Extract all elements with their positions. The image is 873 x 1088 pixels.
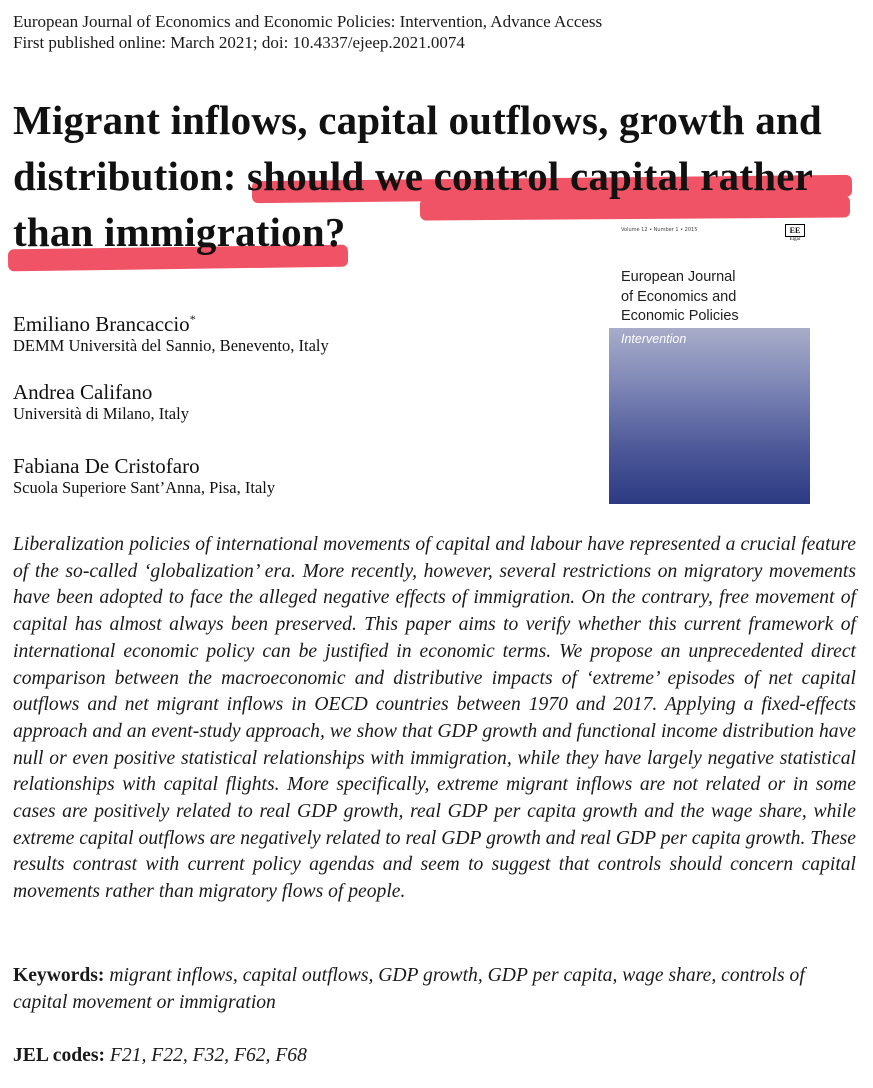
- jel-codes-list: F21, F22, F32, F62, F68: [109, 1045, 307, 1066]
- publisher-name: Elgar: [789, 237, 801, 242]
- journal-name-line: European Journal of Economics and Economic Policies: Intervention, Advance Access: [13, 12, 603, 31]
- author-block: [13, 454, 275, 498]
- cover-header-strip: [615, 222, 811, 246]
- author-affiliation: DEMM Università del Sannio, Benevento, Italy: [13, 336, 329, 355]
- jel-codes-label: JEL codes:: [13, 1045, 105, 1066]
- cover-subtitle: Intervention: [621, 332, 687, 346]
- author-name: Andrea Califano: [13, 380, 153, 404]
- keywords-label: Keywords:: [13, 965, 105, 986]
- author-block: [13, 380, 189, 424]
- cover-title-line: European Journal: [621, 269, 736, 285]
- cover-volume-line: Volume 12 • Number 1 • 2015: [621, 227, 698, 233]
- keywords-list: migrant inflows, capital outflows, GDP growth, GDP per capita, wage share, controls of capital movement or immigration: [13, 965, 805, 1013]
- jel-codes-section: [13, 1043, 858, 1070]
- author-block: [13, 307, 329, 356]
- publisher-logo-mark: EE: [785, 224, 805, 237]
- corresponding-marker: *: [189, 312, 196, 326]
- abstract-text: Liberalization policies of international movements of capital and labour have represented a crucial feature of the so-called ‘globalization’ era. More recently, however, several restrictions on migratory movements have been adopted to face the alleged negative effects of immigration. On the contrary, free movement of capital has almost always been preserved. This paper aims to verify whether this current framework of international economic policy can be justified in economic terms. We propose an unprecedented direct comparison between the macroeconomic and distributive impacts of ‘extreme’ episodes of net capital outflows and net migrant inflows in OECD countries between 1970 and 2017. Applying a fixed-effects approach and an event-study approach, we show that GDP growth and functional income distribution have null or even positive statistical relationships with immigration, while they have largely negative statistical relationships with capital flights. More specifically, extreme migrant inflows are not related or in some cases are positively related to real GDP growth, real GDP per capita growth and the wage share, while extreme capital outflows are negatively related to real GDP growth and real GDP per capita growth. These results contrast with current policy agendas and seem to suggest that controls should concern capital movements rather than migratory flows of people.: [13, 534, 856, 903]
- keywords-section: [13, 963, 858, 1016]
- author-affiliation: Scuola Superiore Sant’Anna, Pisa, Italy: [13, 478, 276, 497]
- author-name: Emiliano Brancaccio*: [13, 312, 196, 336]
- cover-title-line: of Economics and: [621, 288, 737, 305]
- cover-journal-title: [621, 268, 811, 327]
- cover-image: [609, 328, 810, 504]
- publication-info-line: First published online: March 2021; doi: 10.4337/ejeep.2021.0074: [13, 33, 465, 52]
- cover-title-line: Economic Policies: [621, 308, 739, 324]
- author-name: Fabiana De Cristofaro: [13, 454, 200, 478]
- article-title: Migrant inflows, capital outflows, growth and distribution: should we control capital rather than immigration?: [13, 97, 822, 255]
- author-affiliation: Università di Milano, Italy: [13, 404, 189, 423]
- publisher-logo: [785, 224, 805, 244]
